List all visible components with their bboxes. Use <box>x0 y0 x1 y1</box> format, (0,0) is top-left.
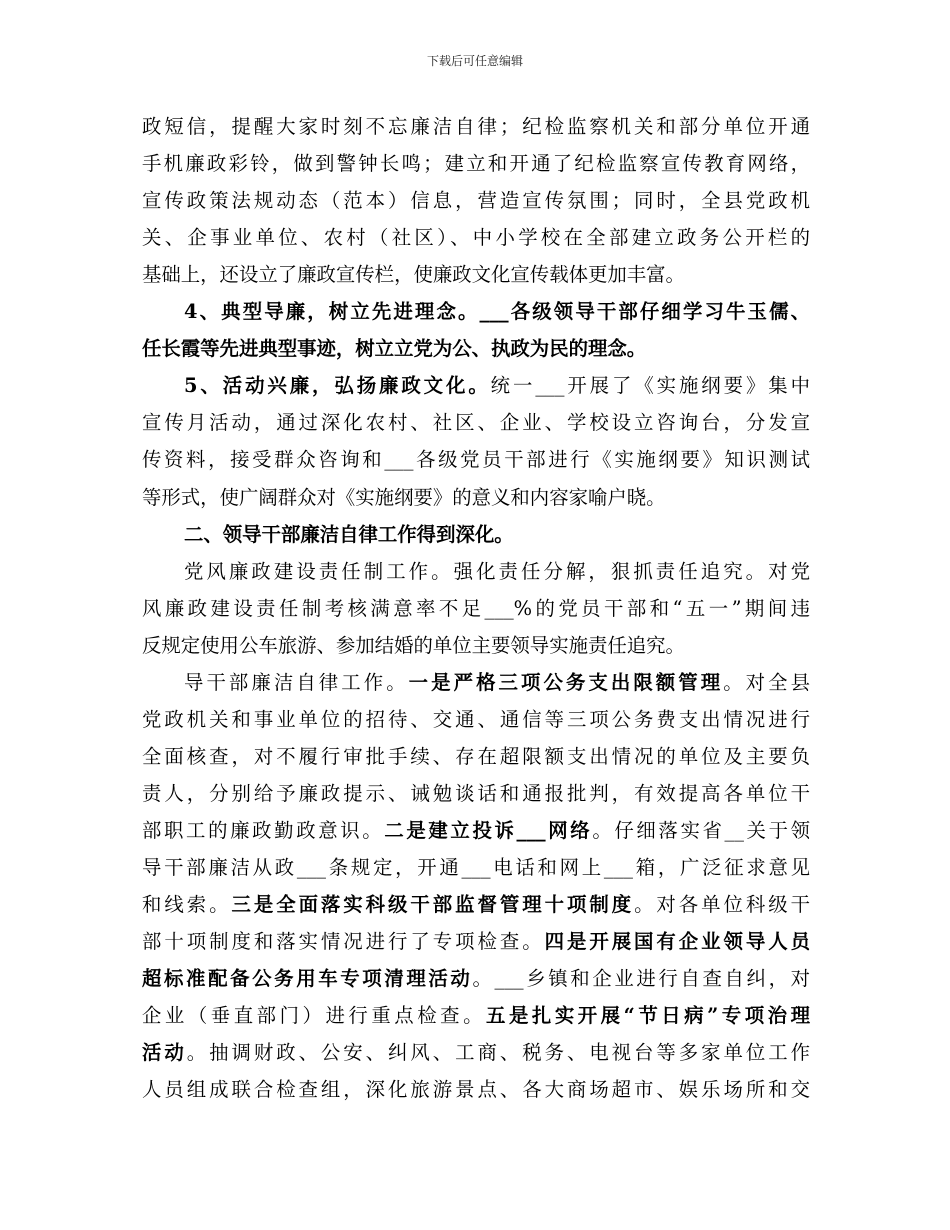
text-segment: 基础上，还设立了廉政宣传栏，使廉政文化宣传载体更加丰富。 <box>142 263 685 287</box>
text-segment: 责人，分别给予廉政提示、诫勉谈话和通报批判，有效提高各单位干 <box>142 781 810 805</box>
text-line <box>142 775 810 813</box>
text-line <box>142 256 810 294</box>
text-segment: 。抽调财政、公安、纠风、工商、税务、电视台等多家单位工作 <box>186 1041 810 1065</box>
text-line <box>142 886 810 924</box>
bold-text-segment: 4、典型导廉，树立先进理念。___各级领导干部仔细学习牛玉儒、 <box>184 300 810 324</box>
text-segment: 导干部廉洁自律工作。 <box>184 670 409 694</box>
text-segment: 政短信，提醒大家时刻不忘廉洁自律；纪检监察机关和部分单位开通 <box>142 115 810 138</box>
text-line <box>142 590 810 628</box>
bold-text-segment: 超标准配备公务用车专项清理活动 <box>142 967 473 991</box>
text-segment: 反规定使用公车旅游、参加结婚的单位主要领导实施责任追究。 <box>142 633 685 657</box>
text-segment: 和线索。 <box>142 893 232 917</box>
text-line <box>142 812 810 850</box>
bold-text-segment: 二、领导干部廉洁自律工作得到深化。 <box>184 522 514 546</box>
text-line <box>184 293 810 331</box>
text-line <box>142 219 810 257</box>
page-header: 下载后可任意编辑 <box>426 54 523 68</box>
text-segment: 风廉政建设责任制考核满意率不足___%的党员干部和“五一”期间违 <box>142 596 810 620</box>
text-segment: 手机廉政彩铃，做到警钟长鸣；建立和开通了纪检监察宣传教育网络， <box>142 152 810 176</box>
text-line <box>184 664 810 702</box>
text-line <box>142 182 810 220</box>
bold-text-segment: 5、活动兴廉，弘扬廉政文化。 <box>184 374 491 398</box>
bold-text-segment: 任长霞等先进典型事迹，树立立党为公、执政为民的理念。 <box>142 337 647 361</box>
text-segment: 企业（垂直部门）进行重点检查。 <box>142 1004 487 1028</box>
text-segment: 党政机关和事业单位的招待、交通、通信等三项公务费支出情况进行 <box>142 707 810 731</box>
bold-text-segment: 三是全面落实科级干部监督管理十项制度 <box>231 893 635 917</box>
text-segment: 宣传政策法规动态（范本）信息，营造宣传氛围；同时，全县党政机 <box>142 189 810 213</box>
text-line <box>142 330 810 368</box>
text-segment: 。___乡镇和企业进行自查自纠，对 <box>472 967 810 991</box>
text-segment: 宣传月活动，通过深化农村、社区、企业、学校设立咨询台，分发宣 <box>142 411 810 435</box>
bold-text-segment: 四是开展国有企业领导人员 <box>544 930 810 954</box>
text-line <box>142 108 810 146</box>
text-line <box>142 997 810 1035</box>
text-line <box>142 738 810 776</box>
text-segment: 全面核查，对不履行审批手续、存在超限额支出情况的单位及主要负 <box>142 744 810 768</box>
text-segment: 党风廉政建设责任制工作。强化责任分解，狠抓责任追究。对党 <box>184 559 810 583</box>
text-segment: 统一___开展了《实施纲要》集中 <box>490 374 810 398</box>
text-segment: 。对全县 <box>723 670 810 694</box>
text-segment: 部职工的廉政勤政意识。 <box>142 818 385 842</box>
text-line <box>142 923 810 961</box>
text-segment: 。仔细落实省__关于领 <box>592 818 810 842</box>
text-line <box>184 553 810 591</box>
text-segment: 。对各单位科级干 <box>634 893 810 917</box>
text-line <box>184 516 810 554</box>
text-segment: 导干部廉洁从政___条规定，开通___电话和网上___箱，广泛征求意见 <box>142 856 810 879</box>
text-line <box>142 145 810 183</box>
text-segment: 等形式，使广阔群众对《实施纲要》的意义和内容家喻户晓。 <box>142 485 666 509</box>
text-line <box>142 441 810 479</box>
text-segment: 部十项制度和落实情况进行了专项检查。 <box>142 930 545 954</box>
bold-text-segment: 活动 <box>142 1041 187 1065</box>
bold-text-segment: 五是扎实开展“节日病”专项治理 <box>486 1004 810 1028</box>
text-line <box>142 1071 810 1109</box>
text-line <box>142 1034 810 1072</box>
text-line <box>142 404 810 442</box>
bold-text-segment: 一是严格三项公务支出限额管理 <box>408 670 724 694</box>
text-segment: 传资料，接受群众咨询和___各级党员干部进行《实施纲要》知识测试 <box>142 448 810 472</box>
text-line <box>142 479 810 517</box>
text-segment: 人员组成联合检查组，深化旅游景点、各大商场超市、娱乐场所和交 <box>142 1078 810 1102</box>
text-line <box>142 627 810 665</box>
text-line <box>142 849 810 887</box>
text-segment: 关、企事业单位、农村（社区）、中小学校在全部建立政务公开栏的 <box>142 226 810 250</box>
text-line <box>184 367 810 405</box>
bold-text-segment: 二是建立投诉___网络 <box>384 818 593 842</box>
text-line <box>142 701 810 739</box>
text-line <box>142 960 810 998</box>
